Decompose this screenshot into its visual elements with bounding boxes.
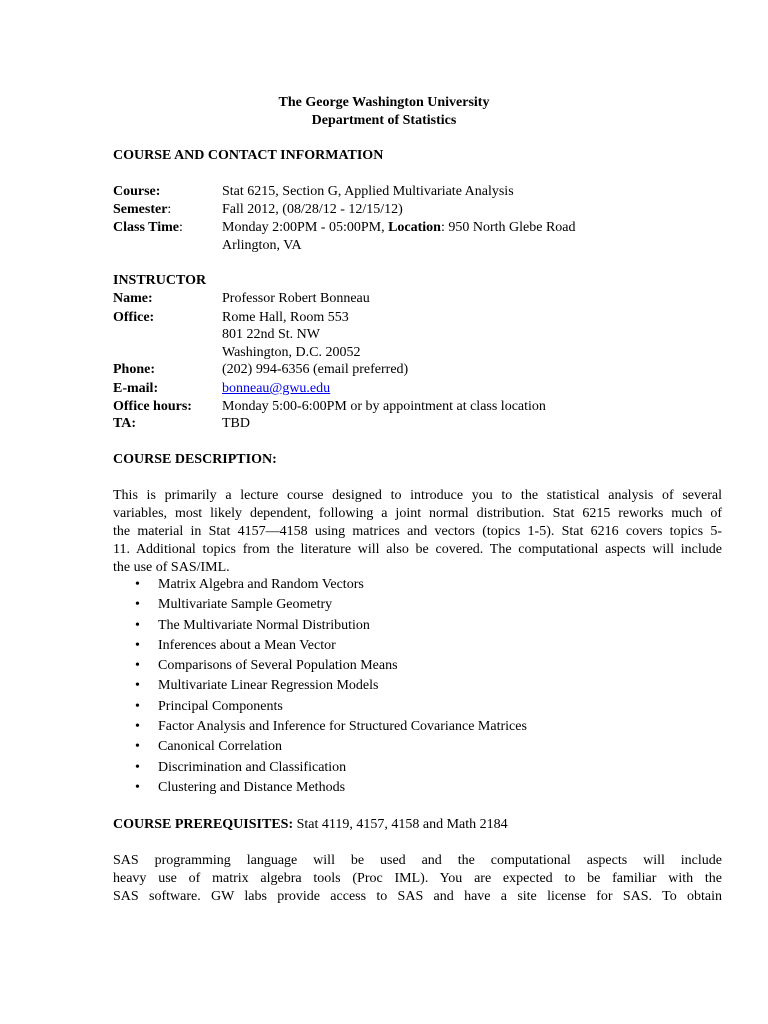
sas-paragraph [113,852,722,906]
list-item [113,657,527,677]
bullet-icon: • [135,779,140,795]
course-value: Stat 6215, Section G, Applied Multivariate Analysis [222,184,514,199]
topic-text: Matrix Algebra and Random Vectors [158,577,364,592]
bullet-icon: • [135,719,140,735]
prerequisites-value: Stat 4119, 4157, 4158 and Math 2184 [293,817,508,832]
email-label: E-mail: [113,381,159,396]
ta-label: TA: [113,416,137,431]
name-label: Name: [113,291,153,306]
office-line-3: Washington, D.C. 20052 [222,345,361,360]
classtime-label-colon: : [179,220,183,235]
classtime-label [113,219,183,237]
description-line: This is primarily a lecture course designed to introduce you to the statistical analysis of several [113,488,722,503]
topic-text: Multivariate Linear Regression Models [158,678,379,694]
office-line-2: 801 22nd St. NW [222,327,320,342]
prerequisites [113,816,508,834]
classtime-value [222,219,576,237]
description-paragraph [113,487,722,577]
list-item [113,759,527,779]
list-item [113,698,527,718]
topic-text: Clustering and Distance Methods [158,779,346,795]
topic-text: Inferences about a Mean Vector [158,637,336,653]
location-value: : 950 North Glebe Road [440,220,576,235]
list-item [113,718,527,738]
list-item [113,596,527,616]
office-hours-label: Office hours: [113,399,192,414]
description-line: variables, most likely dependent, following a joint normal distribution. Stat 6215 reworks much of [113,506,722,521]
topic-text: Factor Analysis and Inference for Structured Covariance Matrices [158,719,527,735]
list-item [113,637,527,657]
bullet-icon: • [135,577,140,592]
bullet-icon: • [135,597,140,613]
university-name: The George Washington University [278,95,490,110]
bullet-icon: • [135,617,140,633]
topic-text: Discrimination and Classification [158,759,347,775]
description-line: the material in Stat 4157—4158 using matrices and vectors (topics 1-5). Stat 6216 covers topics 5- [113,524,722,539]
contact-heading: COURSE AND CONTACT INFORMATION [113,148,384,163]
office-line-1: Rome Hall, Room 553 [222,310,349,325]
ta-value: TBD [222,416,250,431]
semester-label-text: Semester [113,202,168,217]
topic-text: Multivariate Sample Geometry [158,597,333,613]
office-hours-value: Monday 5:00-6:00PM or by appointment at class location [222,399,546,414]
description-line: the use of SAS/IML. [113,560,230,575]
bullet-icon: • [135,698,140,714]
list-item [113,576,527,596]
location-city: Arlington, VA [222,238,302,253]
course-label: Course: [113,184,161,199]
list-item [113,617,527,637]
topic-text: Principal Components [158,698,283,714]
classtime-label-text: Class Time [113,220,179,235]
bullet-icon: • [135,759,140,775]
sas-line: SAS software. GW labs provide access to SAS and have a site license for SAS. To obtain [113,889,722,904]
prerequisites-heading: COURSE PREREQUISITES: [113,817,294,832]
sas-line: heavy use of matrix algebra tools (Proc IML). You are expected to be familiar with the [113,871,722,886]
email-value-wrapper [222,380,330,398]
classtime-text: Monday 2:00PM - 05:00PM, [222,220,389,235]
list-item [113,677,527,697]
topic-text: The Multivariate Normal Distribution [158,617,370,633]
bullet-icon: • [135,678,140,694]
bullet-icon: • [135,739,140,755]
topic-text: Canonical Correlation [158,739,283,755]
list-item [113,779,527,799]
semester-label [113,201,171,219]
phone-label: Phone: [113,362,155,377]
office-label: Office: [113,310,155,325]
description-heading: COURSE DESCRIPTION: [113,452,277,467]
sas-line: SAS programming language will be used and the computational aspects will include [113,853,722,868]
instructor-heading: INSTRUCTOR [113,273,207,288]
bullet-icon: • [135,658,140,674]
semester-value: Fall 2012, (08/28/12 - 12/15/12) [222,202,403,217]
topic-text: Comparisons of Several Population Means [158,658,398,674]
topic-list [113,576,527,799]
phone-value: (202) 994-6356 (email preferred) [222,362,409,377]
bullet-icon: • [135,637,140,653]
department-name: Department of Statistics [311,113,457,128]
list-item [113,738,527,758]
location-label: Location [388,220,441,235]
name-value: Professor Robert Bonneau [222,291,370,306]
email-link[interactable]: bonneau@gwu.edu [222,381,331,396]
semester-label-colon: : [167,202,172,217]
description-line: 11. Additional topics from the literature will also be covered. The computational aspects will include [113,542,722,557]
